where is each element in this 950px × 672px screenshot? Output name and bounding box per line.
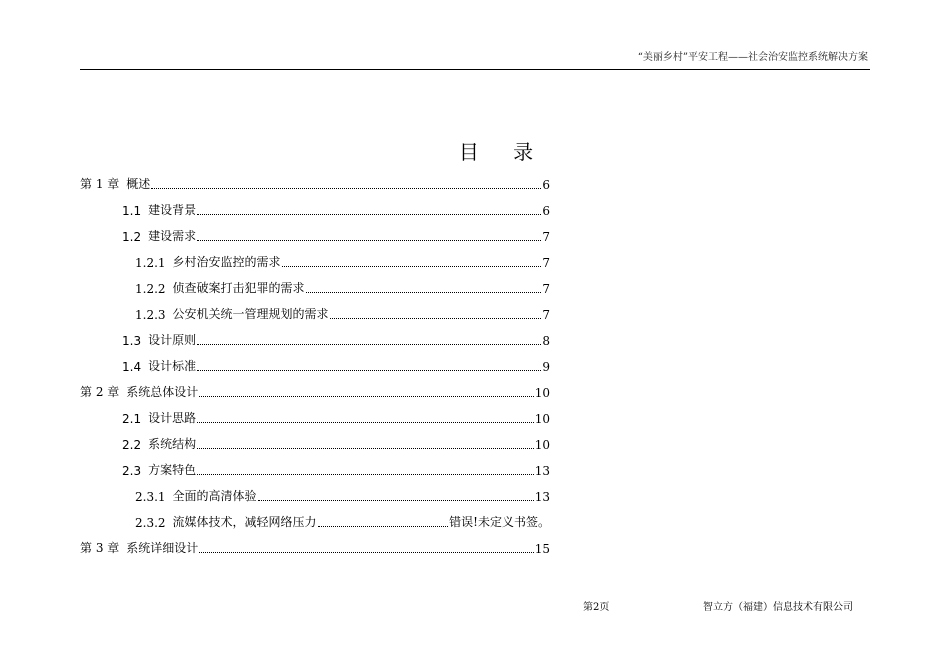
toc-entry[interactable] <box>135 302 550 322</box>
toc-entry-title: 公安机关统一管理规划的需求 <box>172 307 329 321</box>
toc-entry-page: 8 <box>542 334 550 348</box>
toc-entry-number: 1.1 <box>122 204 142 218</box>
toc-entry-number: 2.2 <box>122 438 142 452</box>
toc-entry-page: 7 <box>542 256 550 270</box>
toc-entry-page: 10 <box>534 386 550 400</box>
footer-company-name: 智立方（福建）信息技术有限公司 <box>703 602 853 613</box>
toc-entry-title: 全面的高清体验 <box>172 489 257 503</box>
toc-leader <box>199 396 533 397</box>
toc-entry-title: 系统结构 <box>148 437 197 451</box>
toc-entry-number: 1.2.1 <box>135 256 166 270</box>
toc-leader <box>197 344 541 345</box>
running-header: “美丽乡村”平安工程——社会治安监控系统解决方案 <box>637 52 868 63</box>
toc-entry-number: 第 2 章 <box>80 385 120 399</box>
toc-entry-number: 第 1 章 <box>80 177 120 191</box>
toc-entry-page: 10 <box>534 438 550 452</box>
toc-leader <box>330 318 542 319</box>
footer-page-number: 第2页 <box>583 602 610 613</box>
toc-leader <box>197 214 541 215</box>
toc-entry-number: 1.2.3 <box>135 308 166 322</box>
toc-entry[interactable] <box>135 484 550 504</box>
toc-entry-page: 6 <box>542 204 550 218</box>
toc-entry-title: 设计标准 <box>148 359 197 373</box>
toc-entry-page: 10 <box>534 412 550 426</box>
toc-entry-title: 方案特色 <box>148 463 197 477</box>
toc-entry-page: 7 <box>542 230 550 244</box>
toc-entry-page: 13 <box>534 490 550 504</box>
toc-leader <box>306 292 542 293</box>
toc-entry-title: 概述 <box>126 177 151 191</box>
toc-entry[interactable] <box>122 328 550 348</box>
toc-entry-title: 建设背景 <box>148 203 197 217</box>
toc-entry-page: 6 <box>542 178 550 192</box>
toc-entry[interactable] <box>135 250 550 270</box>
toc-entry[interactable] <box>122 432 550 452</box>
toc-entry-page: 7 <box>542 282 550 296</box>
toc-entry[interactable] <box>122 198 550 218</box>
toc-leader <box>197 370 541 371</box>
toc-entry-number: 1.3 <box>122 334 142 348</box>
toc-entry[interactable] <box>122 354 550 374</box>
toc-entry-title: 乡村治安监控的需求 <box>172 255 281 269</box>
toc-entry-number: 1.2 <box>122 230 142 244</box>
toc-entry[interactable] <box>122 224 550 244</box>
toc-entry-number: 1.4 <box>122 360 142 374</box>
toc-entry-title: 流媒体技术，减轻网络压力 <box>172 515 317 529</box>
toc-entry-number: 1.2.2 <box>135 282 166 296</box>
toc-leader <box>258 500 534 501</box>
toc-leader <box>197 448 534 449</box>
toc-entry[interactable] <box>135 276 550 296</box>
toc-entry-number: 2.3.2 <box>135 516 166 530</box>
toc-leader <box>197 422 534 423</box>
toc-entry-title: 系统总体设计 <box>126 385 199 399</box>
toc-leader <box>151 188 541 189</box>
toc-entry-page: 13 <box>534 464 550 478</box>
toc-entry-title: 侦查破案打击犯罪的需求 <box>172 281 305 295</box>
toc-entry[interactable] <box>122 458 550 478</box>
toc-entry[interactable] <box>135 510 550 530</box>
toc-leader <box>197 474 534 475</box>
toc-entry[interactable] <box>80 172 550 192</box>
toc-leader <box>199 552 533 553</box>
header-rule <box>80 69 870 70</box>
toc-entry-number: 2.3 <box>122 464 142 478</box>
toc-entry-number: 2.3.1 <box>135 490 166 504</box>
toc-entry-number: 第 3 章 <box>80 541 120 555</box>
toc-entry-page: 错误!未定义书签。 <box>449 515 550 529</box>
toc-entry-title: 系统详细设计 <box>126 541 199 555</box>
toc-entry[interactable] <box>80 380 550 400</box>
toc-leader <box>318 526 449 527</box>
toc-entry-page: 7 <box>542 308 550 322</box>
toc-leader <box>197 240 541 241</box>
toc-entry-page: 15 <box>534 542 550 556</box>
toc-leader <box>282 266 542 267</box>
toc-entry-number: 2.1 <box>122 412 142 426</box>
toc-entry-page: 9 <box>542 360 550 374</box>
toc-entry-title: 建设需求 <box>148 229 197 243</box>
toc-entry-title: 设计思路 <box>148 411 197 425</box>
toc-entry[interactable] <box>122 406 550 426</box>
toc-title: 目 录 <box>458 140 548 164</box>
toc-entry-title: 设计原则 <box>148 333 197 347</box>
toc-entry[interactable] <box>80 536 550 556</box>
